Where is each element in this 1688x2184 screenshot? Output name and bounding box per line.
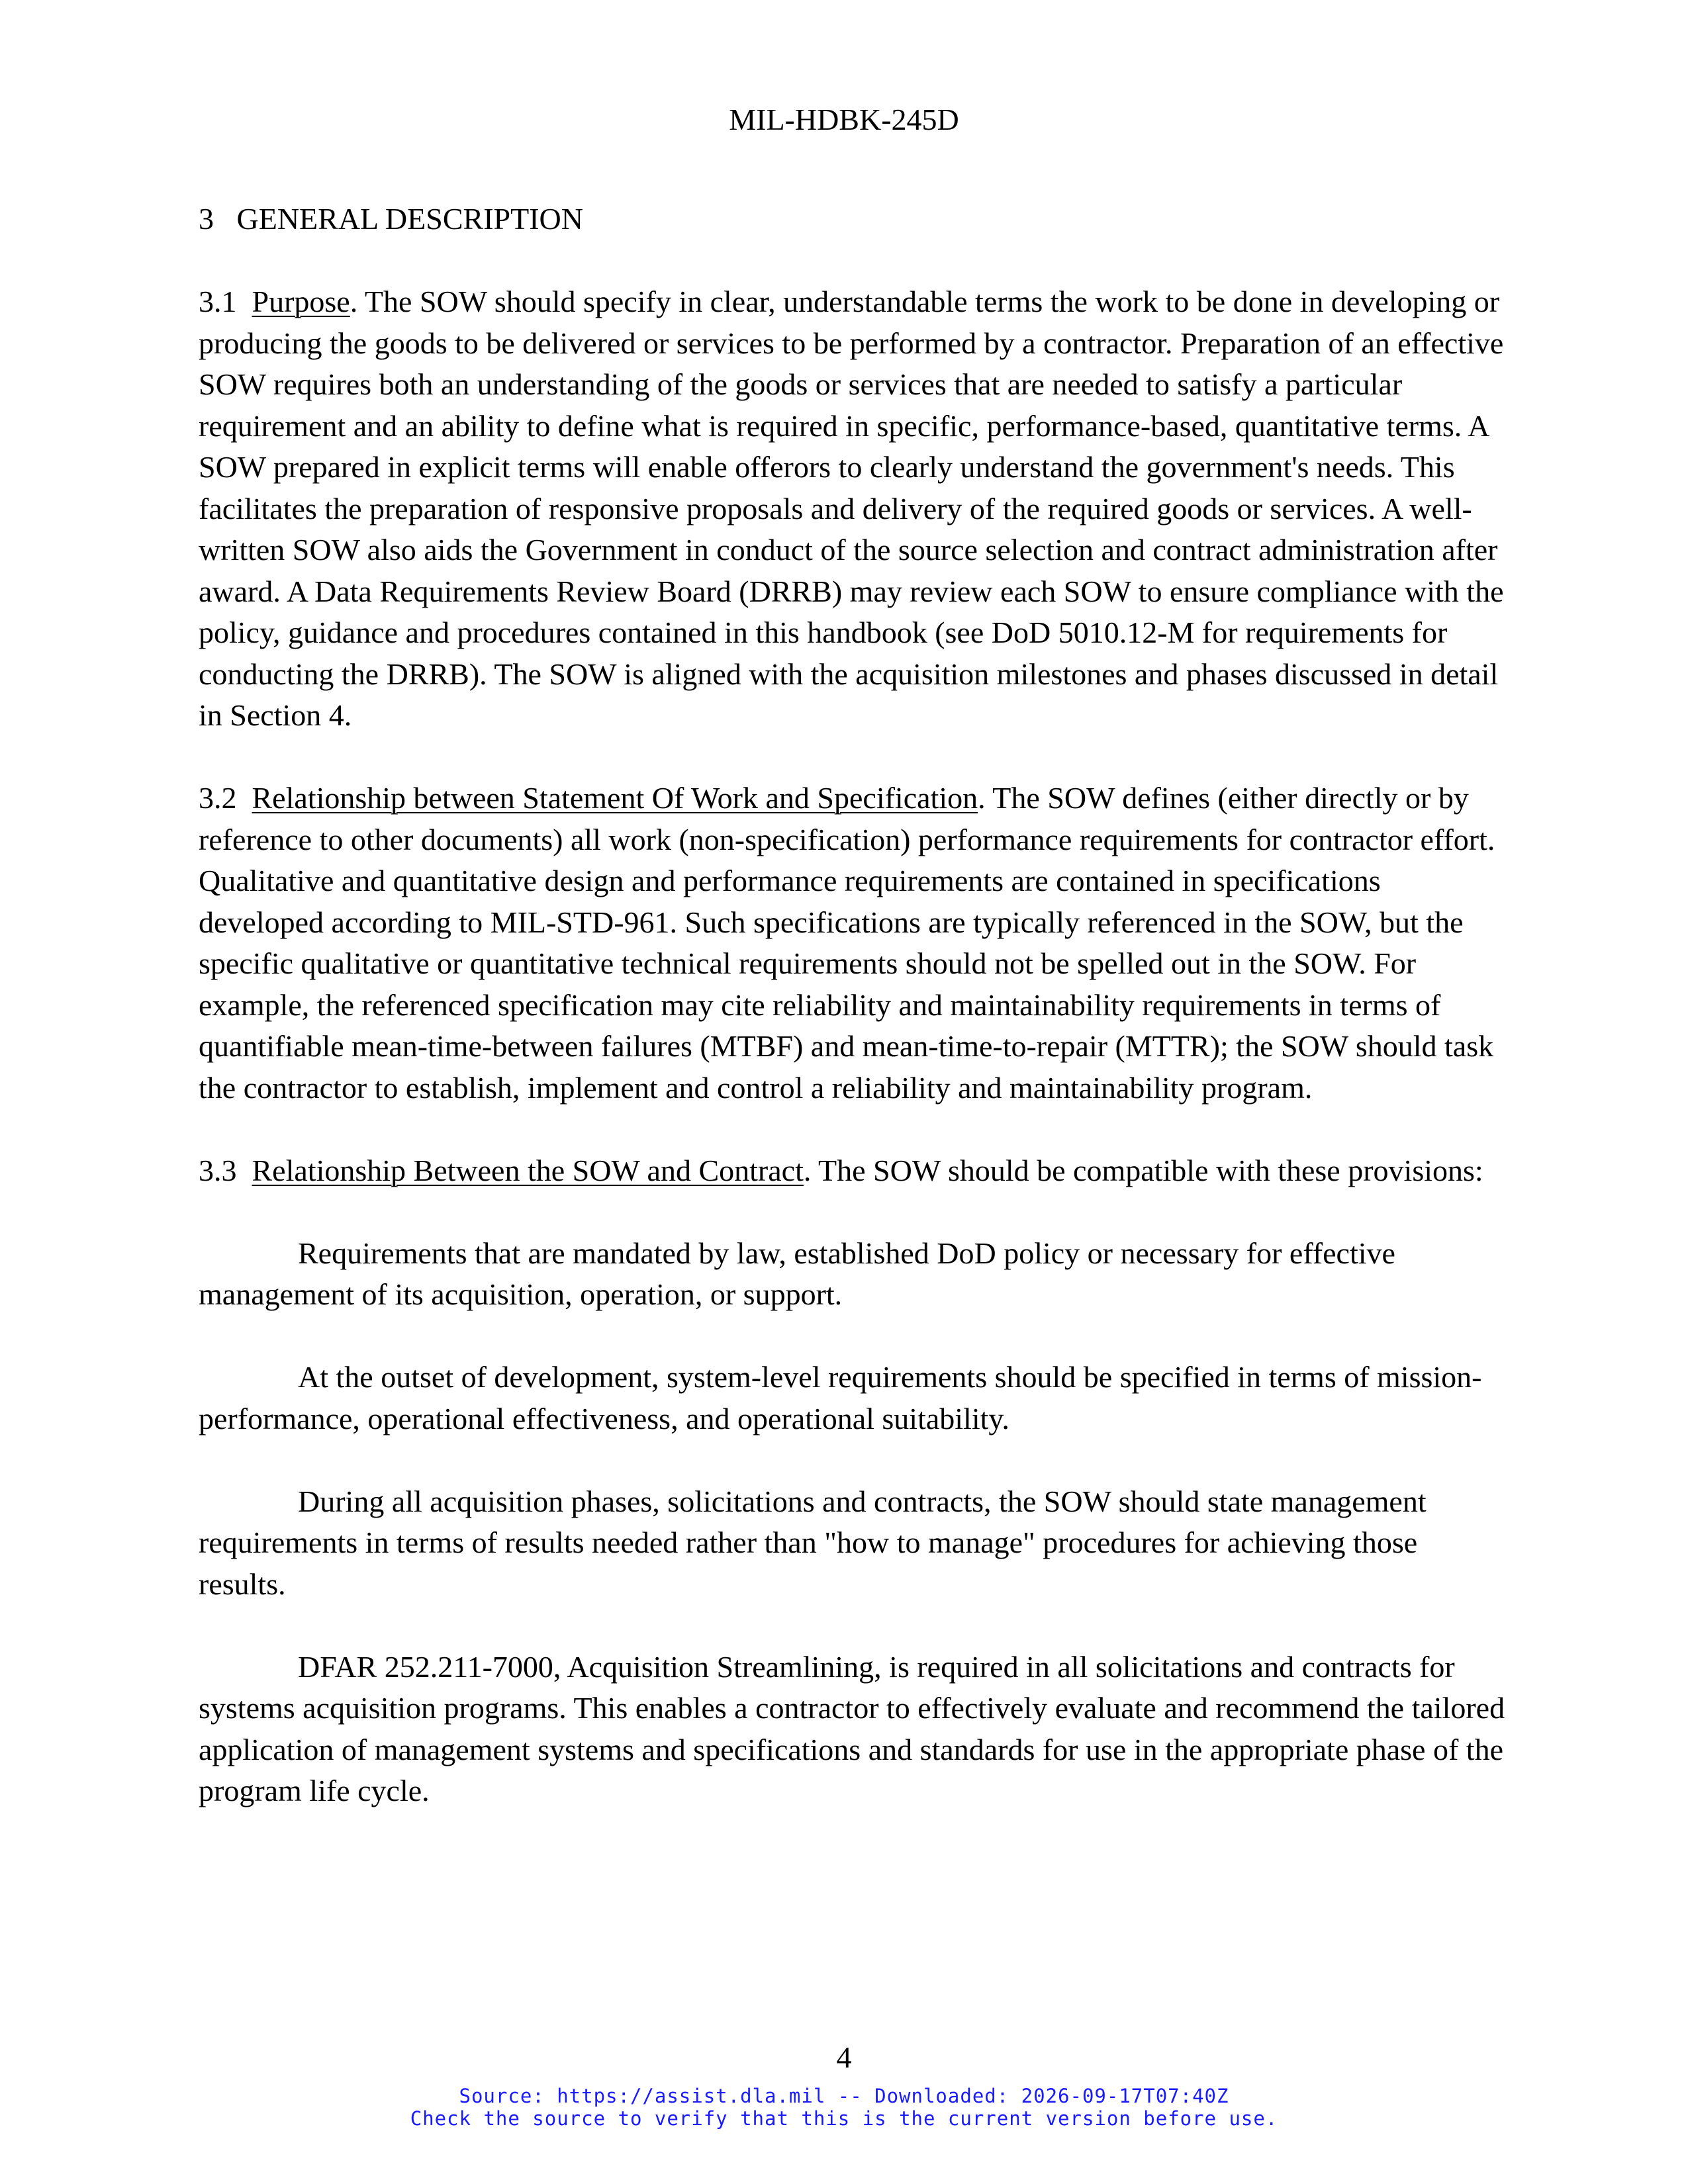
page-number: 4 <box>836 2040 852 2074</box>
paragraph-number: 3.2 <box>199 781 237 815</box>
paragraph-title-sow-contract: Relationship Between the SOW and Contract <box>252 1153 804 1187</box>
document-body <box>199 199 1506 1812</box>
provision-item: At the outset of development, system-level requirements should be specified in terms of mission-performance, operational effectiveness, and operational suitability. <box>199 1360 1482 1435</box>
provision-item: DFAR 252.211-7000, Acquisition Streamlining, is required in all solicitations and contracts for systems acquisition programs. This enables a contractor to effectively evaluate and recommend the tailored application of management systems and specifications and standards for use in the appropriate phase of the program life cycle. <box>199 1649 1505 1807</box>
paragraph-number: 3.3 <box>199 1153 237 1187</box>
paragraph-title-purpose: Purpose <box>252 285 350 318</box>
paragraph-spacer <box>199 1439 1506 1481</box>
section-heading <box>199 199 1506 240</box>
paragraph-spacer <box>199 1605 1506 1647</box>
paragraph-text: . The SOW defines (either directly or by reference to other documents) all work (non-specification) performance requirements for contractor effort. Qualitative and quantitative design and performance requirements are contained in specifications developed according to MIL-STD-961. Such specifications are typically referenced in the SOW, but the specific qualitative or quantitative technical requirements should not be spelled out in the SOW. For example, the referenced specification may cite reliability and maintainability requirements in terms of quantifiable mean-time-between failures (MTBF) and mean-time-to-repair (MTTR); the SOW should task the contractor to establish, implement and control a reliability and maintainability program. <box>199 781 1495 1105</box>
provision-item: Requirements that are mandated by law, established DoD policy or necessary for effective management of its acquisition, operation, or support. <box>199 1236 1395 1311</box>
paragraph-number: 3.1 <box>199 285 237 318</box>
paragraph-3-3 <box>199 1150 1506 1192</box>
paragraph-spacer <box>199 737 1506 778</box>
source-line: Source: https://assist.dla.mil -- Downloaded: 2026-09-17T07:40Z <box>459 2085 1229 2107</box>
document-id-header: MIL-HDBK-245D <box>729 103 959 136</box>
paragraph-spacer <box>199 1191 1506 1233</box>
provision-item: During all acquisition phases, solicitations and contracts, the SOW should state management requirements in terms of results needed rather than "how to manage" procedures for achieving those results. <box>199 1484 1427 1601</box>
verify-line: Check the source to verify that this is the current version before use. <box>410 2107 1278 2130</box>
paragraph-spacer <box>199 240 1506 282</box>
paragraph-text: . The SOW should specify in clear, understandable terms the work to be done in developing or producing the goods to be delivered or services to be performed by a contractor. Preparation of an effective SOW requires both an understanding of the goods or services that are needed to satisfy a particular requirement and an ability to define what is required in specific, performance-based, quantitative terms. A SOW prepared in explicit terms will enable offerors to clearly understand the government's needs. This facilitates the preparation of responsive proposals and delivery of the required goods or services. A well-written SOW also aids the Government in conduct of the source selection and contract administration after award. A Data Requirements Review Board (DRRB) may review each SOW to ensure compliance with the policy, guidance and procedures contained in this handbook (see DoD 5010.12-M for requirements for conducting the DRRB). The SOW is aligned with the acquisition milestones and phases discussed in detail in Section 4. <box>199 285 1504 732</box>
section-title: GENERAL DESCRIPTION <box>236 202 583 236</box>
paragraph-spacer <box>199 1316 1506 1357</box>
paragraph-spacer <box>199 1109 1506 1150</box>
paragraph-text: . The SOW should be compatible with these provisions: <box>803 1153 1483 1187</box>
paragraph-3-1 <box>199 281 1506 737</box>
source-footer <box>0 2085 1688 2130</box>
paragraph-3-2 <box>199 778 1506 1109</box>
section-number: 3 <box>199 202 214 236</box>
paragraph-title-sow-specification: Relationship between Statement Of Work and Specification <box>252 781 978 815</box>
